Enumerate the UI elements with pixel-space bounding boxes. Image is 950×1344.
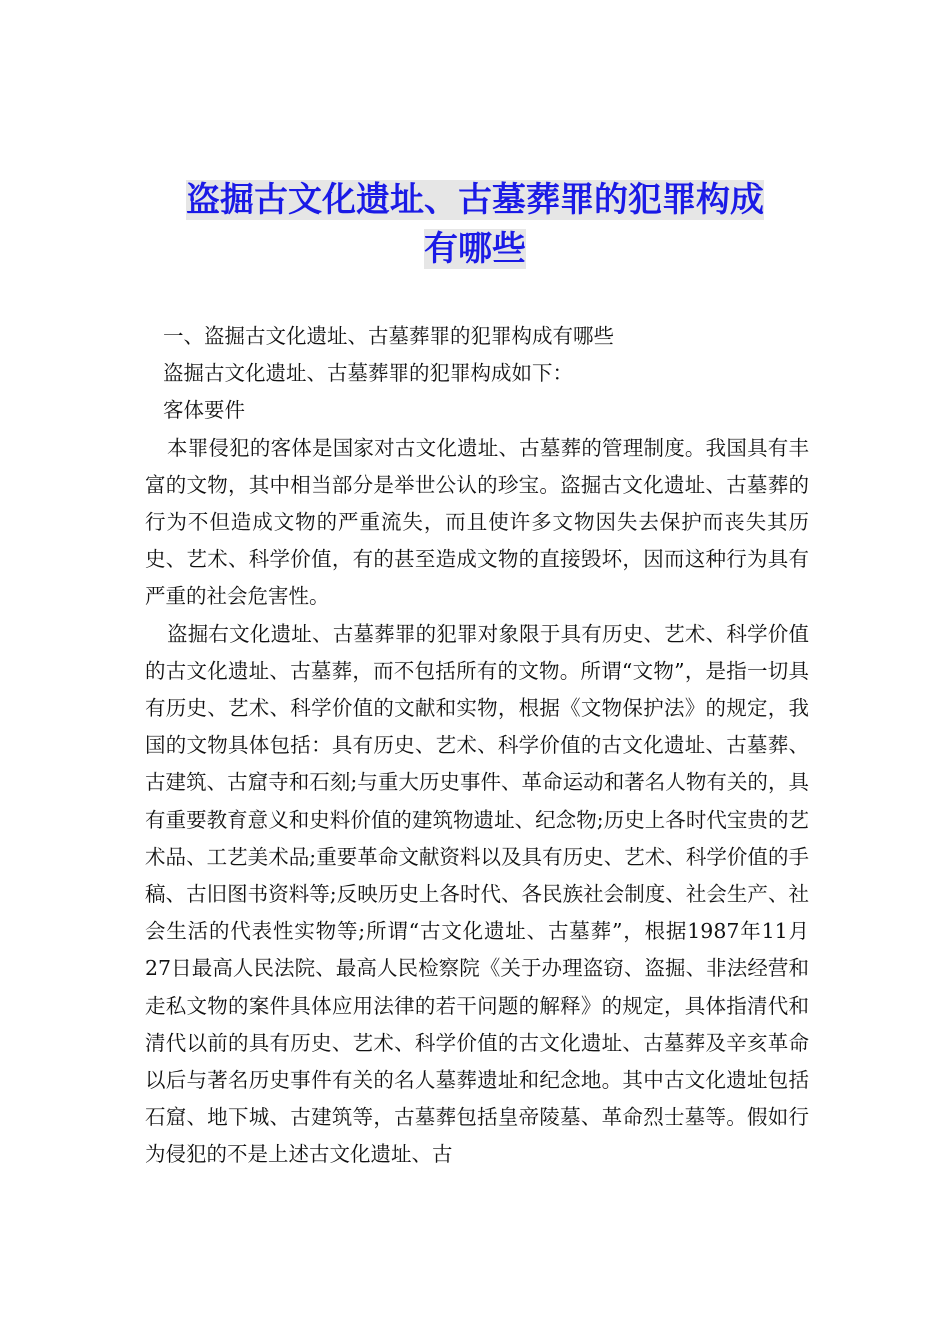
title-line-2: 有哪些: [424, 229, 526, 269]
document-body: [145, 318, 809, 1174]
section-heading-1: 一、盗掘古文化遗址、古墓葬罪的犯罪构成有哪些: [163, 324, 614, 348]
paragraph-1: 本罪侵犯的客体是国家对古文化遗址、古墓葬的管理制度。我国具有丰富的文物，其中相当部分是举世公认的珍宝。盗掘古文化遗址、古墓葬的行为不但造成文物的严重流失，而且使许多文物因失去保护而丧失其历史、艺术、科学价值，有的甚至造成文物的直接毁坏，因而这种行为具有严重的社会危害性。: [145, 435, 809, 609]
document-title: [120, 176, 830, 274]
section-heading-2: 客体要件: [163, 398, 245, 423]
paragraph-2: 盗掘右文化遗址、古墓葬罪的犯罪对象限于具有历史、艺术、科学价值的古文化遗址、古墓葬，而不包括所有的文物。所谓“文物”，是指一切具有历史、艺术、科学价值的文献和实物，根据《文物保护法》的规定，我国的文物具体包括：具有历史、艺术、科学价值的古文化遗址、古墓葬、古建筑、古窟寺和石刻;与重大历史事件、革命运动和著名人物有关的，具有重要教育意义和史料价值的建筑物遗址、纪念物;历史上各时代宝贵的艺术品、工艺美术品;重要革命文献资料以及具有历史、艺术、科学价值的手稿、古旧图书资料等;反映历史上各时代、各民族社会制度、社会生产、社会生活的代表性实物等;所谓“古文化遗址、古墓葬”，根据1987年11月27日最高人民法院、最高人民检察院《关于办理盗窃、盗掘、非法经营和走私文物的案件具体应用法律的若干问题的解释》的规定，具体指清代和清代以前的具有历史、艺术、科学价值的古文化遗址、古墓葬及辛亥革命以后与著名历史事件有关的名人墓葬遗址和纪念地。其中古文化遗址包括石窟、地下城、古建筑等，古墓葬包括皇帝陵墓、革命烈士墓等。假如行为侵犯的不是上述古文化遗址、古: [145, 621, 809, 1167]
intro-line: 盗掘古文化遗址、古墓葬罪的犯罪构成如下：: [163, 361, 573, 386]
title-line-1: 盗掘古文化遗址、古墓葬罪的犯罪构成: [186, 180, 764, 220]
